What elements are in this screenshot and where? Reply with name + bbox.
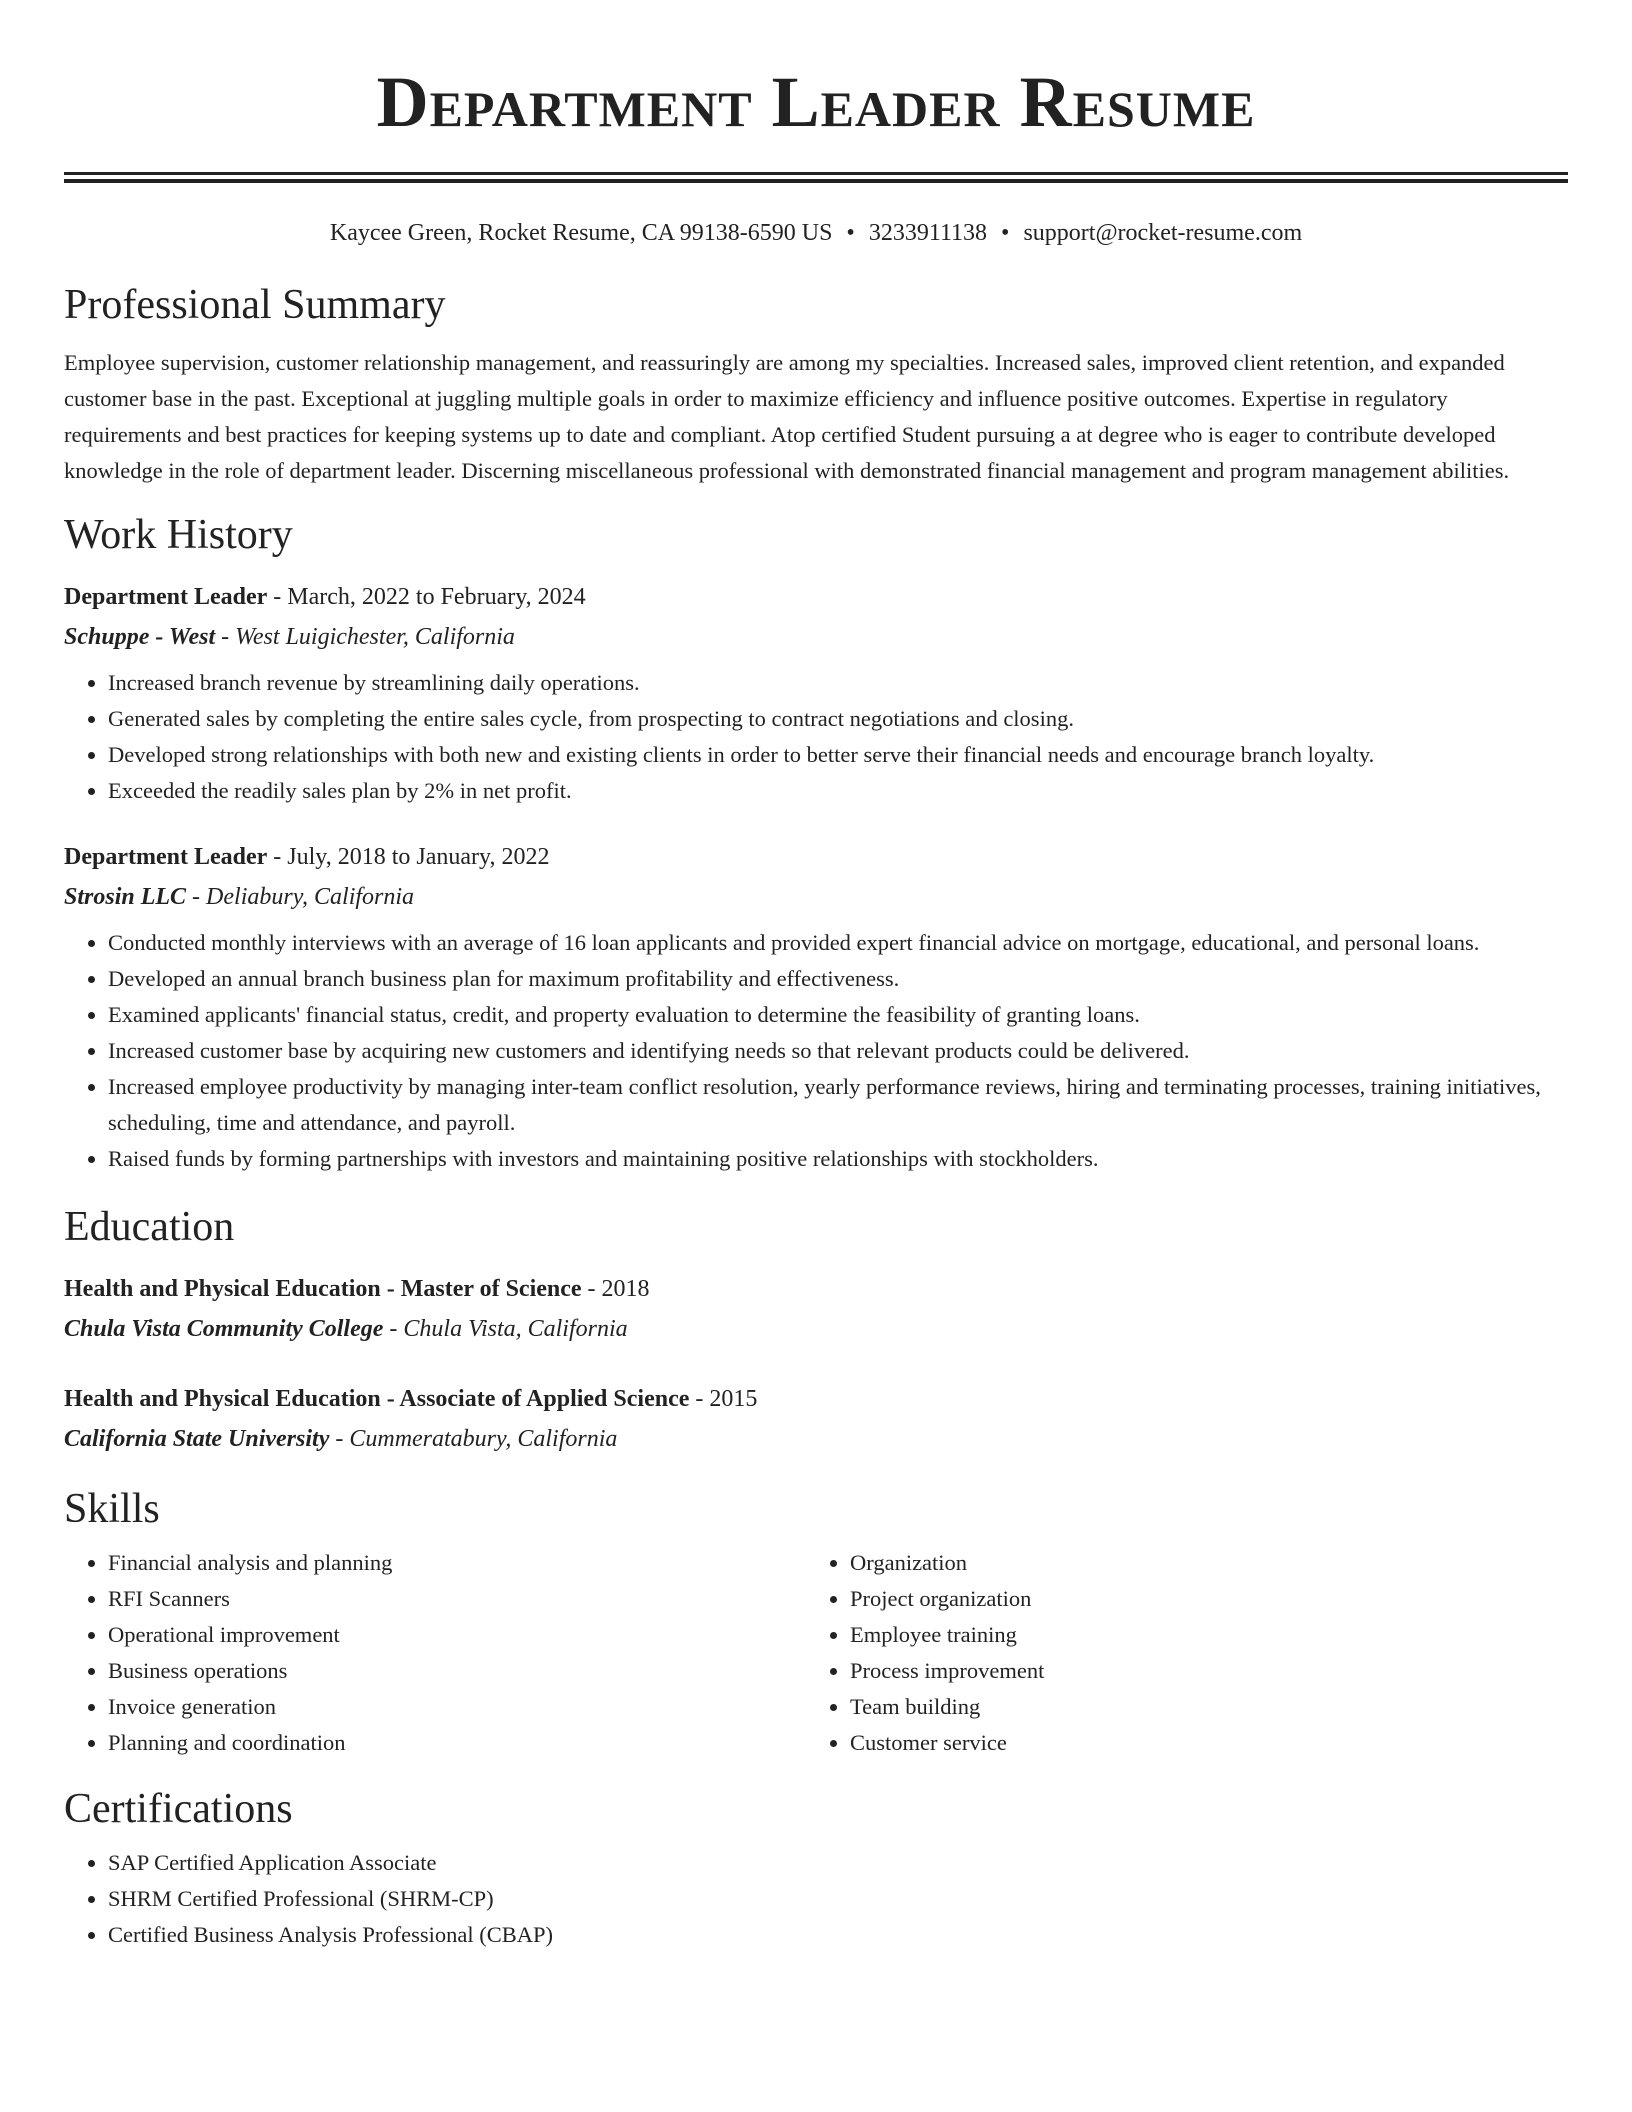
summary-section — [64, 279, 1568, 489]
school-line — [64, 1419, 1568, 1459]
title-divider — [64, 172, 1568, 183]
list-item: • Developed an annual branch business plan for maximum profitability and effectiveness. — [108, 961, 1568, 997]
list-item: • Invoice generation — [108, 1689, 806, 1725]
job-duties-list — [64, 925, 1568, 1177]
work-history-heading: Work History — [64, 512, 293, 558]
skills-section — [64, 1483, 1568, 1761]
list-item: • Certified Business Analysis Professional (CBAP) — [108, 1917, 1568, 1953]
contact-separator: • — [1001, 220, 1010, 246]
work-history-section — [64, 509, 1568, 1177]
education-heading: Education — [64, 1204, 235, 1250]
list-item: • SAP Certified Application Associate — [108, 1845, 1568, 1881]
contact-line — [64, 217, 1568, 249]
job-location: - Deliabury, California — [186, 884, 415, 910]
list-item: • Increased employee productivity by managing inter-team conflict resolution, yearly performance reviews, hiring and terminating processes, training initiatives, scheduling, time and attendance, and payroll. — [108, 1069, 1568, 1141]
contact-phone: 3233911138 — [868, 220, 988, 246]
job-duties-list — [64, 665, 1568, 809]
list-item: • SHRM Certified Professional (SHRM-CP) — [108, 1881, 1568, 1917]
job-company-line — [64, 877, 1568, 917]
certifications-heading: Certifications — [64, 1786, 293, 1832]
list-item: • Exceeded the readily sales plan by 2% in net profit. — [108, 773, 1568, 809]
job-dates: - July, 2018 to January, 2022 — [267, 844, 550, 870]
job-title-line — [64, 837, 1568, 877]
certifications-section — [64, 1783, 1568, 1953]
degree: Health and Physical Education - Associate of Applied Science — [64, 1386, 690, 1412]
list-item: • Raised funds by forming partnerships with investors and maintaining positive relationships with stockholders. — [108, 1141, 1568, 1177]
list-item: • Process improvement — [850, 1653, 1548, 1689]
degree-year: - 2018 — [581, 1276, 650, 1302]
list-item: • Generated sales by completing the entire sales cycle, from prospecting to contract negotiations and closing. — [108, 701, 1568, 737]
job-company: Strosin LLC — [64, 884, 187, 910]
school-location: - Chula Vista, California — [383, 1316, 628, 1342]
degree-line — [64, 1269, 1568, 1309]
education-section — [64, 1201, 1568, 1459]
job-location: - West Luigichester, California — [215, 624, 515, 650]
job-entry — [64, 577, 1568, 809]
school-line — [64, 1309, 1568, 1349]
education-entry — [64, 1269, 1568, 1349]
list-item: • Planning and coordination — [108, 1725, 806, 1761]
list-item: • RFI Scanners — [108, 1581, 806, 1617]
job-entry — [64, 837, 1568, 1177]
skills-grid — [64, 1545, 1568, 1761]
contact-separator: • — [846, 220, 855, 246]
list-item: • Customer service — [850, 1725, 1548, 1761]
degree: Health and Physical Education - Master of Science — [64, 1276, 582, 1302]
job-company: Schuppe - West — [64, 624, 216, 650]
list-item: • Increased customer base by acquiring new customers and identifying needs so that relevant products could be delivered. — [108, 1033, 1568, 1069]
school-name: Chula Vista Community College — [64, 1316, 384, 1342]
school-location: - Cummeratabury, California — [329, 1426, 618, 1452]
list-item: • Operational improvement — [108, 1617, 806, 1653]
job-title-line — [64, 577, 1568, 617]
list-item: • Employee training — [850, 1617, 1548, 1653]
education-entry — [64, 1379, 1568, 1459]
skills-list-left — [64, 1545, 806, 1761]
summary-heading: Professional Summary — [64, 282, 446, 328]
list-item: • Increased branch revenue by streamlining daily operations. — [108, 665, 1568, 701]
degree-year: - 2015 — [689, 1386, 758, 1412]
school-name: California State University — [64, 1426, 330, 1452]
certifications-list — [64, 1845, 1568, 1953]
job-title: Department Leader — [64, 844, 268, 870]
contact-address: Kaycee Green, Rocket Resume, CA 99138-6590 US — [329, 220, 833, 246]
list-item: • Financial analysis and planning — [108, 1545, 806, 1581]
list-item: • Developed strong relationships with both new and existing clients in order to better serve their financial needs and encourage branch loyalty. — [108, 737, 1568, 773]
list-item: • Organization — [850, 1545, 1548, 1581]
summary-text: Employee supervision, customer relationship management, and reassuringly are among my specialties. Increased sales, improved client retention, and expanded customer base in the past. Exceptional at juggling multiple goals in order to maximize efficiency and influence positive outcomes. Expertise in regulatory requirements and best practices for keeping systems up to date and compliant. Atop certified Student pursuing a at degree who is eager to contribute developed knowledge in the role of department leader. Discerning miscellaneous professional with demonstrated financial management and program management abilities. — [64, 350, 1510, 483]
degree-line — [64, 1379, 1568, 1419]
page-title: Department Leader Resume — [376, 62, 1256, 142]
job-title: Department Leader — [64, 584, 268, 610]
job-dates: - March, 2022 to February, 2024 — [267, 584, 586, 610]
list-item: • Examined applicants' financial status, credit, and property evaluation to determine the feasibility of granting loans. — [108, 997, 1568, 1033]
skills-list-right — [806, 1545, 1548, 1761]
job-company-line — [64, 617, 1568, 657]
skills-heading: Skills — [64, 1486, 160, 1532]
list-item: • Team building — [850, 1689, 1548, 1725]
list-item: • Business operations — [108, 1653, 806, 1689]
list-item: • Project organization — [850, 1581, 1548, 1617]
contact-email[interactable]: support@rocket-resume.com — [1023, 220, 1303, 246]
list-item: • Conducted monthly interviews with an average of 16 loan applicants and provided expert financial advice on mortgage, educational, and personal loans. — [108, 925, 1568, 961]
